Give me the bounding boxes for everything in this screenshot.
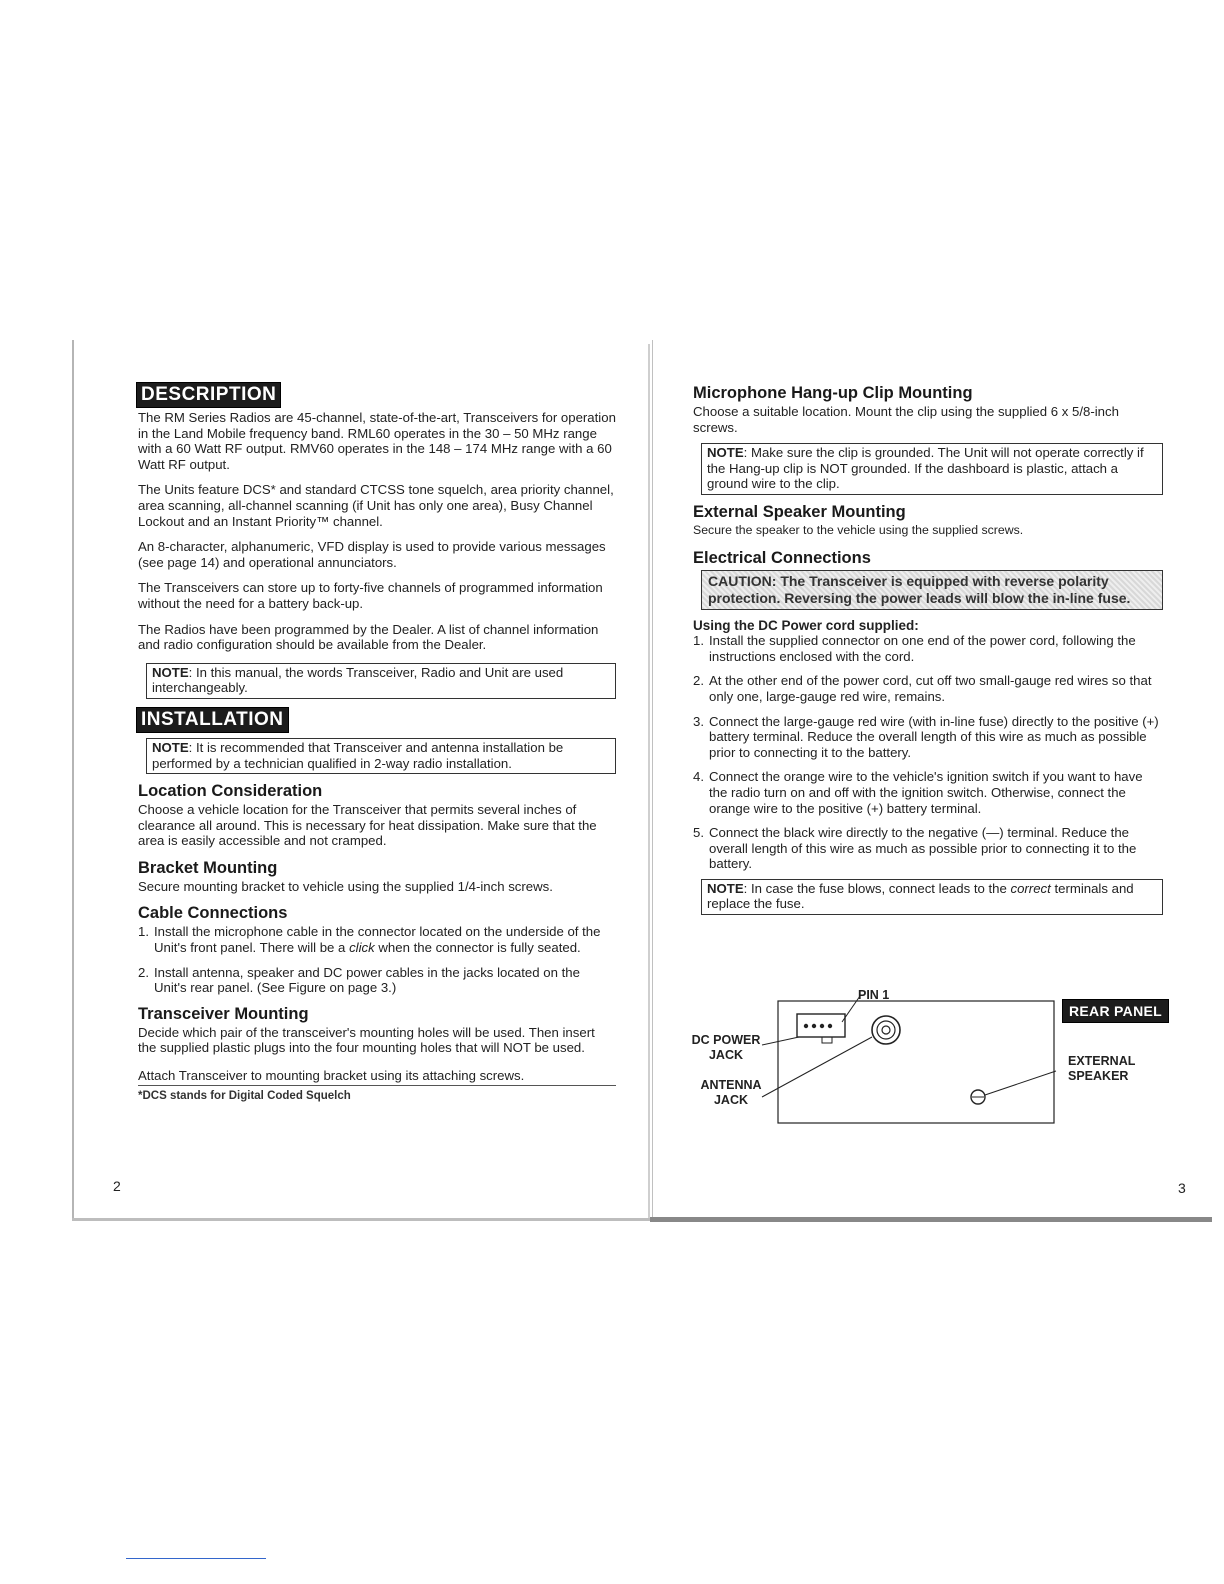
bracket-heading: Bracket Mounting <box>138 858 278 877</box>
antenna-label-line1: ANTENNA <box>700 1078 762 1092</box>
rear-panel-outline <box>778 1001 1054 1123</box>
antenna-label <box>694 1078 768 1108</box>
description-paragraph: The RM Series Radios are 45-channel, state-of-the-art, Transceivers for operation in the Land Mobile frequency band. RML60 operates in the 30 – 50 MHz range with a 60 Watt RF output. RMV60 operates in the 148 – 174 MHz range with a 60 Watt RF output. <box>138 410 616 472</box>
list-number: 1. <box>138 924 149 940</box>
list-text: when the connector is fully seated. <box>374 940 581 956</box>
left-column <box>138 382 616 1104</box>
list-item <box>693 769 1163 816</box>
connector-key <box>822 1037 832 1043</box>
dc-power-leader <box>762 1037 799 1045</box>
list-text: Install the supplied connector on one end of the power cord, following the instructions enclosed with the cord. <box>709 633 1136 664</box>
description-paragraph: The Transceivers can store up to forty-five channels of programmed information without the need for a battery back-up. <box>138 580 603 611</box>
page-fold <box>648 344 650 1220</box>
note-box-technician <box>146 738 616 774</box>
caution-box: CAUTION: The Transceiver is equipped with reverse polarity protection. Reversing the power leads will blow the in-line fuse. <box>701 570 1163 610</box>
description-paragraph: An 8-character, alphanumeric, VFD display is used to provide various messages (see page 14) and operational annunciators. <box>138 539 606 570</box>
note-emphasis: correct <box>1010 880 1051 896</box>
list-item <box>138 924 616 955</box>
pin1-label: PIN 1 <box>858 988 890 1002</box>
antenna-jack-center <box>882 1026 890 1034</box>
speaker-label-line2: SPEAKER <box>1068 1069 1129 1083</box>
note-label: NOTE <box>152 739 189 755</box>
list-item <box>693 673 1163 704</box>
connector-pin <box>812 1024 816 1028</box>
mic-heading: Microphone Hang-up Clip Mounting <box>693 384 973 402</box>
list-item <box>693 714 1163 761</box>
rear-panel-diagram <box>686 985 1186 1135</box>
list-text: At the other end of the power cord, cut off two small-gauge red wires so that only one, large-gauge red wire, remains. <box>709 673 1152 704</box>
mic-text: Choose a suitable location. Mount the clip using the supplied 6 x 5/8-inch screws. <box>693 404 1119 435</box>
note-box-interchangeable <box>146 663 616 699</box>
connector-pin <box>804 1024 808 1028</box>
list-emphasis: click <box>349 940 375 956</box>
list-number: 2. <box>693 673 704 689</box>
dc-power-label-line2: JACK <box>708 1048 744 1062</box>
installation-heading: INSTALLATION <box>136 707 289 733</box>
note-text: : Make sure the clip is grounded. The Unit will not operate correctly if the Hang-up clip is NOT grounded. If the dashboard is plastic, attach a ground wire to the clip. <box>707 445 1144 492</box>
speaker-label-line1: EXTERNAL <box>1068 1054 1136 1068</box>
description-paragraph: The Radios have been programmed by the Dealer. A list of channel information and radio configuration should be available from the Dealer. <box>138 621 599 653</box>
list-text: Install the microphone cable in the connector located on the underside of the Unit's front panel. There will be a <box>154 924 601 956</box>
cable-heading: Cable Connections <box>138 904 288 923</box>
cable-list <box>138 924 616 995</box>
list-number: 5. <box>693 825 704 841</box>
list-number: 4. <box>693 769 704 785</box>
bracket-text: Secure mounting bracket to vehicle using the supplied 1/4-inch screws. <box>138 878 553 894</box>
list-text: Connect the black wire directly to the negative (—) terminal. Reduce the overall length of this wire as much as possible prior to connecting it to the battery. <box>709 825 1137 872</box>
list-text: Connect the orange wire to the vehicle's ignition switch if you want to have the radio turn on and off with the ignition switch. Otherwise, connect the orange wire to the positive (+) battery terminal. <box>709 769 1143 816</box>
power-steps-list <box>693 633 1163 872</box>
note-label: NOTE <box>152 664 189 680</box>
list-item <box>138 965 616 996</box>
note-text: : In case the fuse blows, connect leads to the <box>743 880 1011 896</box>
ext-speaker-heading: External Speaker Mounting <box>693 502 906 521</box>
footnote: *DCS stands for Digital Coded Squelch <box>138 1089 351 1102</box>
note-box-grounded <box>701 443 1163 495</box>
list-number: 2. <box>138 964 149 980</box>
list-number: 3. <box>693 713 704 729</box>
note-text: : It is recommended that Transceiver and antenna installation be performed by a technician qualified in 2-way radio installation. <box>152 739 564 771</box>
right-page-bottom-edge <box>650 1217 1212 1222</box>
transceiver-text: Decide which pair of the transceiver's mounting holes will be used. Then insert the supplied plastic plugs into the four mounting holes that will NOT be used. <box>138 1024 595 1056</box>
note-text: terminals and replace the fuse. <box>707 880 1134 912</box>
note-label: NOTE <box>707 445 744 461</box>
right-column <box>693 384 1163 923</box>
transceiver-heading: Transceiver Mounting <box>138 1004 309 1023</box>
antenna-label-line2: JACK <box>713 1093 749 1107</box>
description-paragraph: The Units feature DCS* and standard CTCSS tone squelch, area priority channel, area scanning, all-channel scanning (if Unit has only one area), Busy Channel Lockout and an Instant Priority™ channel. <box>138 482 614 529</box>
blue-underline <box>126 1558 266 1559</box>
external-speaker-label <box>1068 1054 1135 1084</box>
electrical-heading: Electrical Connections <box>693 548 871 567</box>
note-label: NOTE <box>707 880 744 896</box>
connector-pin <box>820 1024 824 1028</box>
dc-power-label-line1: DC POWER <box>691 1033 761 1047</box>
using-heading: Using the DC Power cord supplied: <box>693 617 919 633</box>
dc-power-label <box>690 1033 762 1063</box>
attach-text: Attach Transceiver to mounting bracket using its attaching screws. <box>138 1068 616 1086</box>
list-text: Connect the large-gauge red wire (with in-line fuse) directly to the positive (+) battery terminal. Reduce the overall length of this wire as much as possible prior to connecting it to the battery. <box>709 713 1159 760</box>
location-heading: Location Consideration <box>138 782 323 801</box>
note-box-fuse <box>701 879 1163 915</box>
description-heading: DESCRIPTION <box>136 382 281 408</box>
page-number-left: 2 <box>113 1178 121 1194</box>
antenna-jack-inner <box>877 1021 895 1039</box>
connector-pin <box>828 1024 832 1028</box>
list-number: 1. <box>693 633 704 649</box>
note-text: : In this manual, the words Transceiver, Radio and Unit are used interchangeably. <box>152 664 564 696</box>
location-text: Choose a vehicle location for the Transceiver that permits several inches of clearance all around. This is necessary for heat dissipation. Make sure that the area is easily accessible and not cramped. <box>138 802 597 849</box>
ext-speaker-text: Secure the speaker to the vehicle using the supplied screws. <box>693 522 1024 537</box>
rear-panel-badge: REAR PANEL <box>1062 999 1169 1023</box>
list-text: Install antenna, speaker and DC power cables in the jacks located on the Unit's rear panel. (See Figure on page 3.) <box>154 964 580 996</box>
page-number-right: 3 <box>1178 1180 1186 1196</box>
antenna-jack <box>872 1016 900 1044</box>
list-item <box>693 825 1163 872</box>
speaker-leader <box>985 1071 1056 1095</box>
list-item <box>693 633 1163 664</box>
